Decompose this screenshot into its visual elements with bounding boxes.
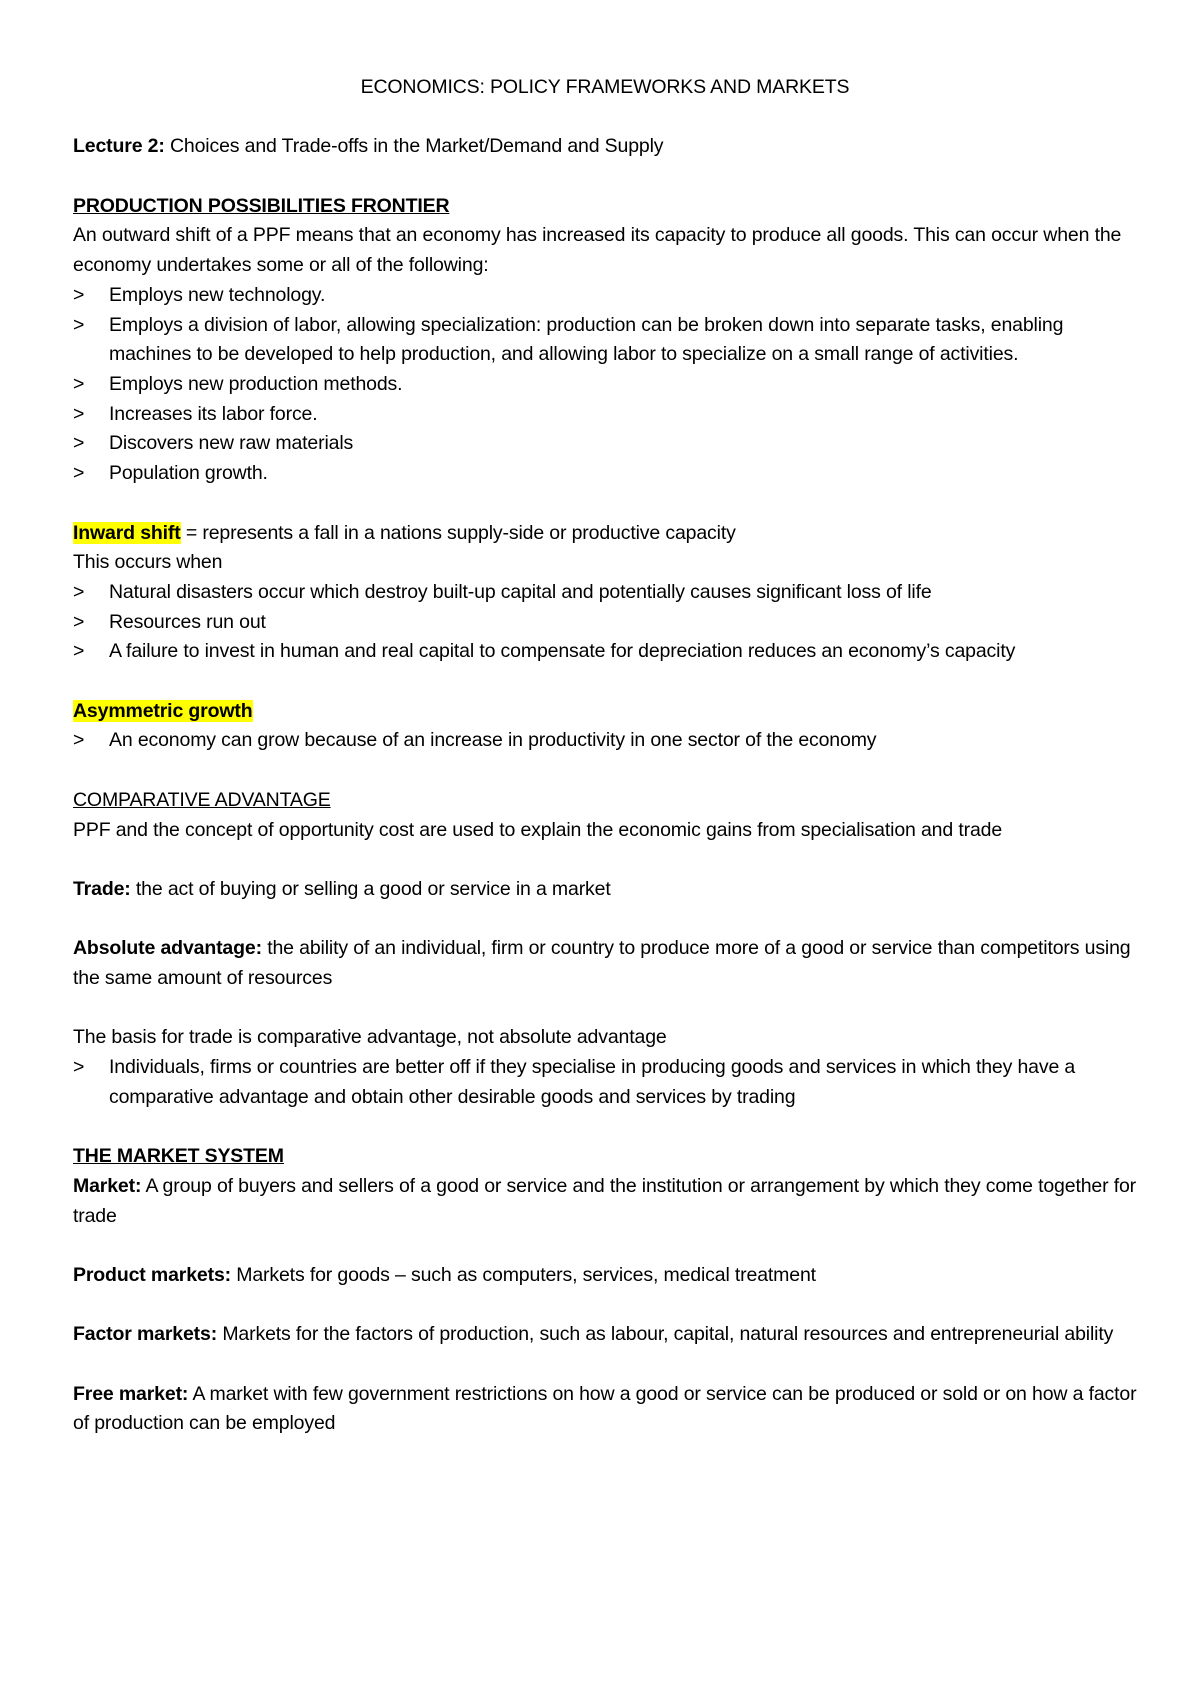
absolute-advantage-def-text: the ability of an individual, firm or country to produce more of a good or service than competitors using the same amount of resources xyxy=(73,937,1131,989)
bullet-marker: > xyxy=(73,402,85,425)
list-item xyxy=(73,311,1137,370)
asymmetric-bullet-list xyxy=(73,726,1137,756)
absolute-advantage-term: Absolute advantage: xyxy=(73,937,262,960)
list-item xyxy=(73,1053,1137,1112)
bullet-marker: > xyxy=(73,1056,85,1079)
list-item-text: Employs a division of labor, allowing specialization: production can be broken down into separate tasks, enabling machines to be developed to help production, and allowing labor to specialize on a small range of activities. xyxy=(109,313,1064,366)
free-market-def-text: A market with few government restrictions on how a good or service can be produced or sold or on how a factor of production can be employed xyxy=(73,1382,1137,1435)
bullet-marker: > xyxy=(73,373,85,395)
product-markets-definition xyxy=(73,1261,1137,1291)
list-item-text: Natural disasters occur which destroy built-up capital and potentially causes significant loss of life xyxy=(109,580,932,603)
list-item-text: Population growth. xyxy=(109,462,268,485)
factor-markets-def-text: Markets for the factors of production, such as labour, capital, natural resources and entrepreneurial ability xyxy=(217,1323,1114,1346)
document-title: ECONOMICS: POLICY FRAMEWORKS AND MARKETS xyxy=(360,76,850,98)
asymmetric-growth-term: Asymmetric growth xyxy=(73,699,253,722)
absolute-advantage-definition xyxy=(73,934,1137,993)
bullet-marker: > xyxy=(73,462,85,485)
inward-shift-term: Inward shift xyxy=(73,521,181,544)
list-item xyxy=(73,281,1137,311)
list-item xyxy=(73,578,1137,608)
trade-term: Trade: xyxy=(73,877,131,900)
list-item-text: Employs new production methods. xyxy=(109,373,403,395)
list-item xyxy=(73,637,1137,667)
free-market-term: Free market: xyxy=(73,1382,189,1405)
list-item xyxy=(73,400,1137,430)
market-definition xyxy=(73,1172,1137,1231)
comparative-heading xyxy=(73,786,1137,816)
asymmetric-growth-line xyxy=(73,697,1137,727)
trade-basis-text: The basis for trade is comparative advantage, not absolute advantage xyxy=(73,1026,667,1049)
comparative-heading-text: COMPARATIVE ADVANTAGE xyxy=(73,788,331,811)
bullet-marker: > xyxy=(73,640,85,663)
bullet-marker: > xyxy=(73,313,85,336)
list-item-text: Discovers new raw materials xyxy=(109,432,354,455)
ppf-bullet-list xyxy=(73,281,1137,489)
market-def-text: A group of buyers and sellers of a good or service and the institution or arrangement by which they come together for trade xyxy=(73,1174,1137,1227)
inward-shift-definition: = represents a fall in a nations supply-side or productive capacity xyxy=(180,521,736,544)
inward-bullet-list xyxy=(73,578,1137,667)
list-item-text: Individuals, firms or countries are better off if they specialise in producing goods and services in which they have a comparative advantage and obtain other desirable goods and services by trading xyxy=(109,1056,1076,1108)
lecture-line xyxy=(73,132,1137,162)
trade-definition xyxy=(73,875,1137,905)
market-system-heading xyxy=(73,1142,1137,1172)
list-item xyxy=(73,726,1137,756)
list-item xyxy=(73,370,1137,400)
product-markets-term: Product markets: xyxy=(73,1263,231,1286)
trade-def-text: the act of buying or selling a good or service in a market xyxy=(130,877,611,900)
product-markets-def-text: Markets for goods – such as computers, services, medical treatment xyxy=(230,1263,816,1286)
inward-shift-line xyxy=(73,519,1137,549)
list-item-text: Employs new technology. xyxy=(109,283,326,306)
list-item xyxy=(73,429,1137,459)
list-item-text: A failure to invest in human and real capital to compensate for depreciation reduces an economy’s capacity xyxy=(109,640,1016,663)
bullet-marker: > xyxy=(73,729,85,752)
comparative-bullet-list xyxy=(73,1053,1137,1112)
list-item-text: Increases its labor force. xyxy=(109,402,318,425)
market-term: Market: xyxy=(73,1174,142,1197)
bullet-marker: > xyxy=(73,283,85,306)
list-item-text: An economy can grow because of an increase in productivity in one sector of the economy xyxy=(109,729,877,752)
bullet-marker: > xyxy=(73,610,85,633)
ppf-heading xyxy=(73,192,1137,222)
factor-markets-definition xyxy=(73,1320,1137,1350)
bullet-marker: > xyxy=(73,432,85,455)
document-body xyxy=(73,73,1137,1439)
ppf-heading-text: PRODUCTION POSSIBILITIES FRONTIER xyxy=(73,194,450,217)
free-market-definition xyxy=(73,1380,1137,1439)
lecture-title: Choices and Trade-offs in the Market/Demand and Supply xyxy=(169,135,664,158)
factor-markets-term: Factor markets: xyxy=(73,1323,218,1346)
list-item-text: Resources run out xyxy=(109,610,266,633)
list-item xyxy=(73,608,1137,638)
comparative-intro: PPF and the concept of opportunity cost are used to explain the economic gains from specialisation and trade xyxy=(73,818,1003,841)
inward-occurs-text: This occurs when xyxy=(73,551,223,574)
market-system-heading-text: THE MARKET SYSTEM xyxy=(73,1145,284,1168)
lecture-label: Lecture 2: xyxy=(73,135,165,158)
ppf-intro: An outward shift of a PPF means that an economy has increased its capacity to produce all goods. This can occur when the economy undertakes some or all of the following: xyxy=(73,224,1122,277)
list-item xyxy=(73,459,1137,489)
bullet-marker: > xyxy=(73,580,85,603)
